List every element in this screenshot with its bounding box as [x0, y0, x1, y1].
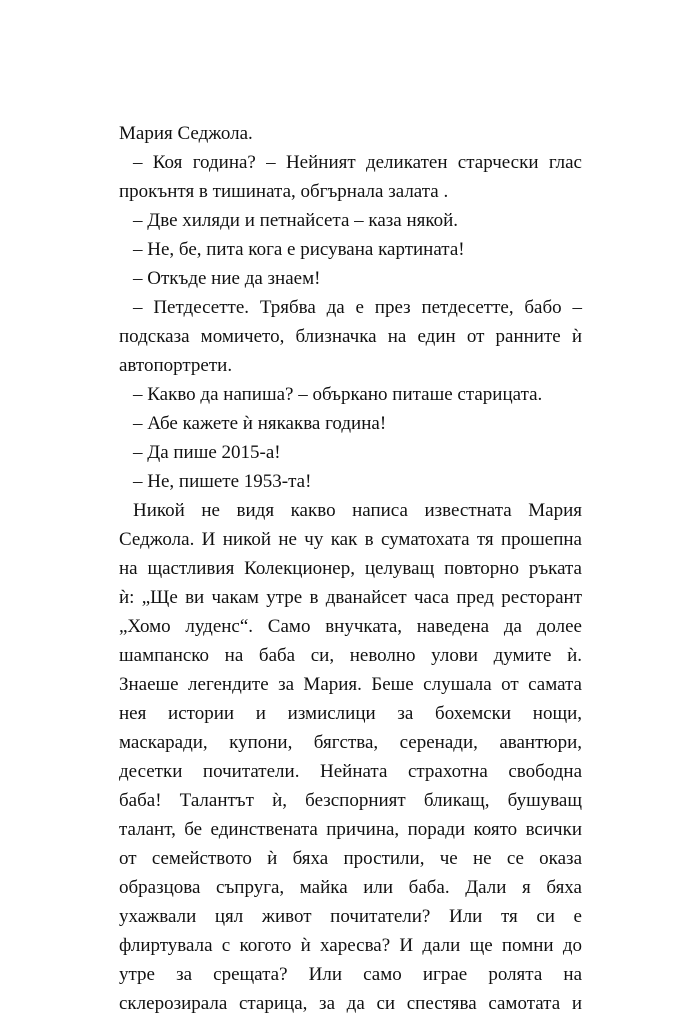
text-line: образцова съпруга, майка или баба. Дали я бяха: [119, 877, 582, 898]
text-line: от семейството ѝ бяха простили, че не се оказа: [119, 848, 582, 869]
text-line: баба! Талантът ѝ, безспорният бликащ, бушуващ: [119, 790, 582, 811]
text-line: склерозирала старица, за да си спестява самотата и: [119, 993, 582, 1014]
text-line: нея истории и измислици за бохемски нощи,: [119, 703, 582, 724]
text-line: шампанско на баба си, неволно улови думите ѝ.: [119, 645, 582, 666]
text-line: – Коя година? – Нейният деликатен старчески глас: [133, 152, 582, 173]
text-line: Седжола. И никой не чу как в суматохата тя прошепна: [119, 529, 582, 550]
text-line: маскаради, купони, бягства, серенади, авантюри,: [119, 732, 582, 753]
text-line: – Две хиляди и петнайсета – каза някой.: [133, 210, 459, 231]
text-line: на щастливия Колекционер, целуващ повторно ръката: [119, 558, 582, 579]
text-line: ухажвали цял живот почитатели? Или тя си е: [119, 906, 582, 927]
text-line: – Какво да напиша? – объркано питаше старицата.: [133, 384, 543, 405]
text-line: ѝ: „Ще ви чакам утре в дванайсет часа пред ресторант: [119, 587, 582, 608]
text-line: – Не, пишете 1953-та!: [133, 471, 312, 492]
text-line: Мария Седжола.: [119, 123, 253, 144]
text-line: прокънтя в тишината, обгърнала залата .: [119, 181, 449, 202]
text-line: подсказа момичето, близначка на един от ранните ѝ: [119, 326, 582, 347]
body-text: [119, 119, 582, 1018]
text-line: – Абе кажете ѝ някаква година!: [133, 413, 387, 434]
text-line: – Откъде ние да знаем!: [133, 268, 321, 289]
text-line: – Петдесетте. Трябва да е през петдесетте, бабо –: [133, 297, 582, 318]
text-line: десетки почитатели. Нейната страхотна свободна: [119, 761, 582, 782]
text-line: флиртувала с когото ѝ харесва? И дали ще помни до: [119, 935, 582, 956]
text-line: талант, бе единствената причина, поради която всички: [119, 819, 582, 840]
text-line: автопортрети.: [119, 355, 233, 376]
text-line: – Да пише 2015-а!: [133, 442, 281, 463]
text-line: Никой не видя какво написа известната Мария: [133, 500, 582, 521]
text-line: Знаеше легендите за Мария. Беше слушала от самата: [119, 674, 582, 695]
text-line: „Хомо луденс“. Само внучката, наведена да долее: [119, 616, 582, 637]
text-line: утре за срещата? Или само играе ролята на: [119, 964, 582, 985]
document-page: [119, 119, 582, 1018]
text-line: – Не, бе, пита кога е рисувана картината!: [133, 239, 465, 260]
